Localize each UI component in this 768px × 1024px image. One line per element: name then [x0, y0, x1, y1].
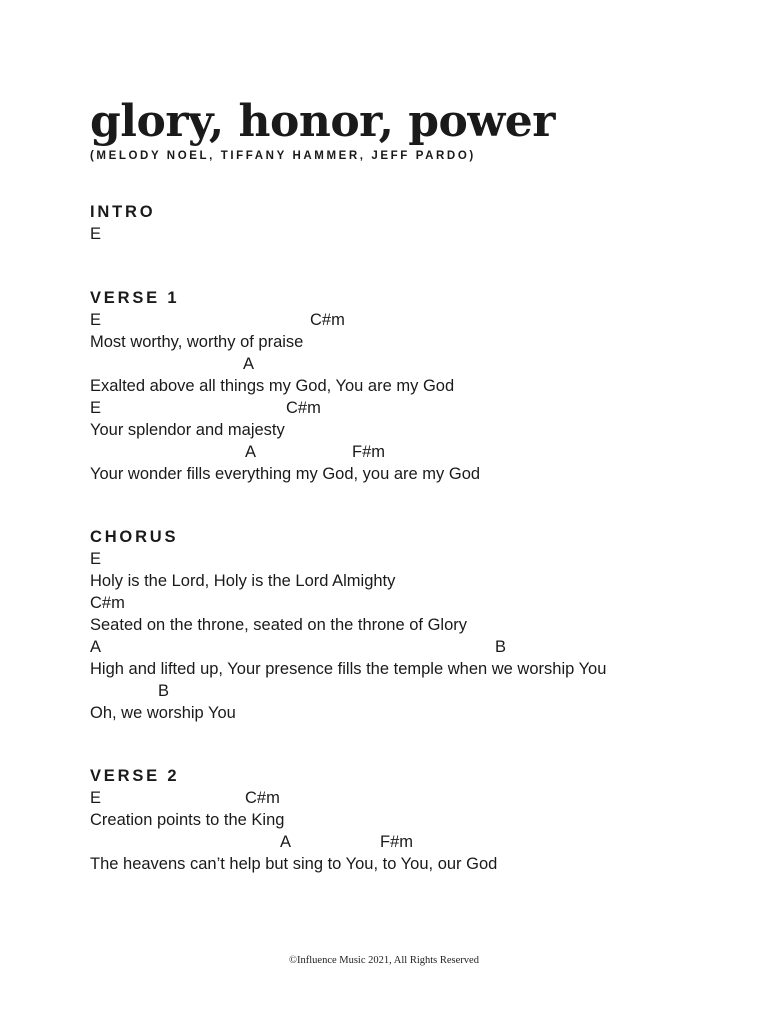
chord-line: [90, 353, 730, 375]
lyric-line: Holy is the Lord, Holy is the Lord Almighty: [90, 572, 396, 590]
chord: B: [495, 638, 507, 656]
lyric-line: The heavens can’t help but sing to You, to You, our God: [90, 855, 498, 873]
lyric-line: Seated on the throne, seated on the throne of Glory: [90, 616, 468, 634]
section-chorus: [90, 526, 730, 724]
section-heading-verse-1: VERSE 1: [90, 289, 180, 307]
chord: B: [158, 682, 170, 700]
chord: A: [90, 638, 102, 656]
chord: A: [280, 833, 292, 851]
chord-line: [90, 309, 730, 331]
chord: A: [243, 355, 255, 373]
chord-line: [90, 441, 730, 463]
chord-line: [90, 680, 730, 702]
chord-line: [90, 831, 730, 853]
song-title: glory, honor, power: [90, 96, 555, 147]
chord: C#m: [245, 789, 280, 807]
chord: F#m: [352, 443, 385, 461]
chord: E: [90, 399, 102, 417]
lyric-line: Exalted above all things my God, You are my God: [90, 377, 455, 395]
chord: E: [90, 550, 102, 568]
section-heading-chorus: CHORUS: [90, 528, 179, 546]
chord-line: [90, 397, 730, 419]
chord: E: [90, 789, 102, 807]
chord-line: [90, 592, 730, 614]
chord-line: [90, 636, 730, 658]
section-verse-1: [90, 287, 730, 485]
chord: E: [90, 311, 102, 329]
lyric-line: Your splendor and majesty: [90, 421, 285, 439]
chord: C#m: [286, 399, 321, 417]
chord: E: [90, 225, 102, 243]
chord: A: [245, 443, 257, 461]
chord-line: [90, 787, 730, 809]
section-heading-verse-2: VERSE 2: [90, 767, 180, 785]
section-intro: [90, 201, 730, 245]
lyric-line: High and lifted up, Your presence fills the temple when we worship You: [90, 660, 607, 678]
chord: C#m: [310, 311, 345, 329]
lyric-line: Your wonder fills everything my God, you are my God: [90, 465, 481, 483]
lyric-line: Most worthy, worthy of praise: [90, 333, 304, 351]
section-heading-intro: INTRO: [90, 203, 156, 221]
lyric-line: Oh, we worship You: [90, 704, 236, 722]
lyric-line: Creation points to the King: [90, 811, 285, 829]
chord-line: [90, 223, 730, 245]
song-writers: (MELODY NOEL, TIFFANY HAMMER, JEFF PARDO): [90, 150, 476, 162]
chord: C#m: [90, 594, 125, 612]
chord: F#m: [380, 833, 413, 851]
section-verse-2: [90, 765, 730, 875]
chord-line: [90, 548, 730, 570]
copyright-footer: ©Influence Music 2021, All Rights Reserved: [289, 955, 479, 966]
